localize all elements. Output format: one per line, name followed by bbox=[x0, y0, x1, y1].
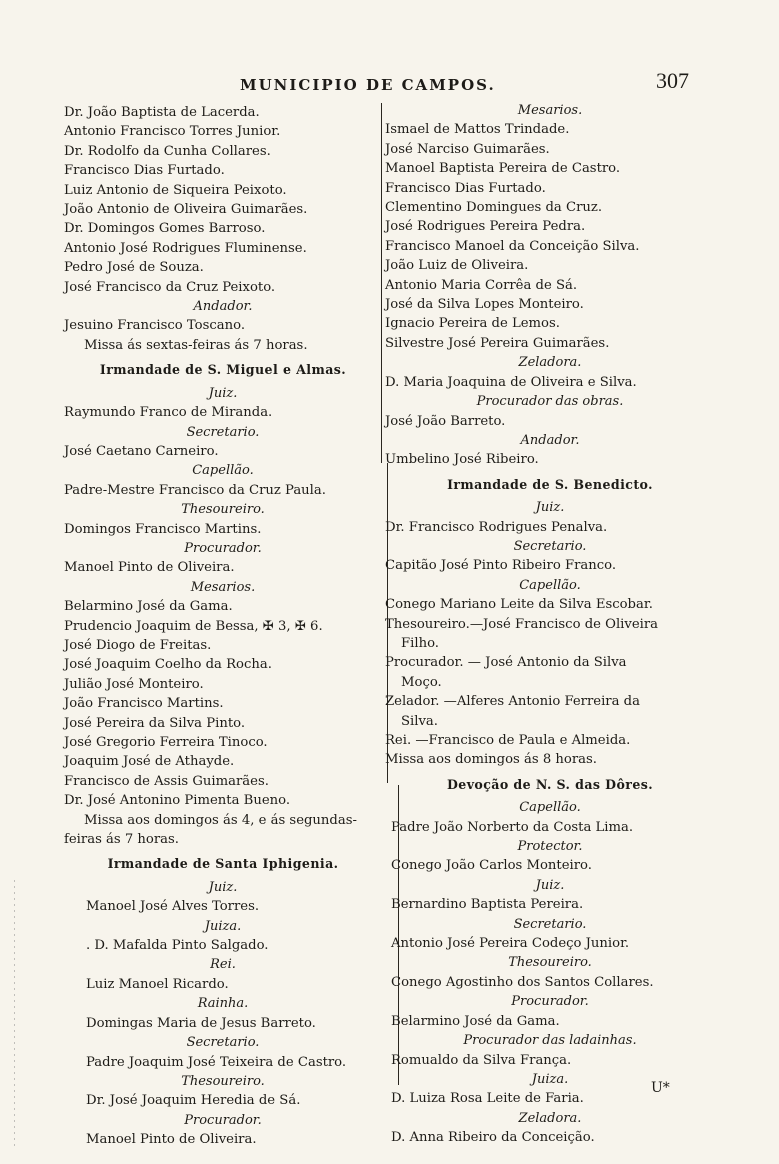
entry-line: Conego Agostinho dos Santos Collares. bbox=[391, 974, 654, 990]
entry-line: feiras ás 7 horas. bbox=[64, 832, 179, 848]
running-title: MUNICIPIO DE CAMPOS. bbox=[240, 76, 496, 94]
office-title: Juiza. bbox=[204, 918, 242, 934]
entry-line: Francisco Dias Furtado. bbox=[64, 163, 225, 179]
entry-line: Antonio Francisco Torres Junior. bbox=[64, 124, 281, 140]
entry-line: Dr. Francisco Rodrigues Penalva. bbox=[385, 519, 608, 535]
office-title: Capellão. bbox=[192, 463, 254, 479]
entry-line: Antonio José Rodrigues Fluminense. bbox=[64, 240, 307, 256]
office-title: Juiz. bbox=[208, 385, 238, 401]
entry-line: João Francisco Martins. bbox=[64, 696, 224, 712]
entry-line: José Rodrigues Pereira Pedra. bbox=[385, 219, 586, 235]
office-title: Mesarios. bbox=[517, 103, 583, 118]
office-title: Juiz. bbox=[208, 879, 238, 895]
right-column bbox=[385, 101, 715, 1148]
entry-line: Dr. Rodolfo da Cunha Collares. bbox=[64, 143, 271, 159]
entry-line: João Luiz de Oliveira. bbox=[385, 258, 529, 274]
entry-line: Padre-Mestre Francisco da Cruz Paula. bbox=[64, 482, 326, 498]
office-title: Andador. bbox=[520, 432, 580, 448]
entry-line: Ignacio Pereira de Lemos. bbox=[385, 316, 560, 332]
entry-line: Antonio José Pereira Codeço Junior. bbox=[391, 936, 630, 952]
entry-line: Padre João Norberto da Costa Lima. bbox=[391, 819, 634, 835]
entry-line: Clementino Domingues da Cruz. bbox=[385, 200, 603, 216]
entry-line: José Caetano Carneiro. bbox=[64, 443, 219, 459]
office-title: Procurador das obras. bbox=[476, 394, 624, 410]
left-column bbox=[64, 103, 382, 1150]
office-title: Procurador. bbox=[184, 540, 262, 556]
entry-line: Padre Joaquim José Teixeira de Castro. bbox=[86, 1054, 347, 1070]
office-title: Procurador das ladainhas. bbox=[463, 1033, 637, 1049]
office-title: Protector. bbox=[517, 839, 583, 855]
entry-line: Dr. João Baptista de Lacerda. bbox=[64, 105, 260, 120]
entry-line: Antonio Maria Corrêa de Sá. bbox=[385, 277, 578, 293]
entry-line: Julião José Monteiro. bbox=[64, 676, 204, 692]
entry-line: Belarmino José da Gama. bbox=[64, 599, 233, 615]
entry-line: D. Anna Ribeiro da Conceição. bbox=[391, 1130, 595, 1146]
office-title: Procurador. bbox=[511, 994, 589, 1010]
entry-line: Missa aos domingos ás 8 horas. bbox=[385, 752, 597, 768]
entry-line: José Francisco da Cruz Peixoto. bbox=[64, 279, 276, 295]
entry-line: Procurador. — José Antonio da Silva bbox=[385, 655, 627, 671]
entry-line: Silvestre José Pereira Guimarães. bbox=[385, 335, 610, 351]
office-title: Rainha. bbox=[197, 996, 249, 1012]
entry-continuation: Filho. bbox=[401, 635, 439, 651]
office-title: Secretario. bbox=[186, 1035, 260, 1051]
office-title: Procurador. bbox=[184, 1112, 262, 1128]
entry-line: José Gregorio Ferreira Tinoco. bbox=[64, 735, 268, 750]
entry-line: José Pereira da Silva Pinto. bbox=[64, 715, 246, 731]
entry-line: João Antonio de Oliveira Guimarães. bbox=[64, 202, 308, 218]
entry-line: Conego João Carlos Monteiro. bbox=[391, 858, 592, 874]
entry-continuation: Silva. bbox=[401, 713, 438, 729]
entry-line: D. Maria Joaquina de Oliveira e Silva. bbox=[385, 374, 637, 390]
entry-line: José Joaquim Coelho da Rocha. bbox=[64, 657, 272, 673]
entry-line: Luiz Manoel Ricardo. bbox=[86, 976, 229, 992]
entry-line: Manoel José Alves Torres. bbox=[86, 899, 260, 915]
entry-line: José Diogo de Freitas. bbox=[64, 637, 212, 653]
office-title: Juiza. bbox=[531, 1071, 569, 1087]
entry-line: Conego Mariano Leite da Silva Escobar. bbox=[385, 597, 653, 613]
entry-line: D. Luiza Rosa Leite de Faria. bbox=[391, 1091, 584, 1107]
entry-line: Dr. José Antonino Pimenta Bueno. bbox=[64, 793, 291, 809]
entry-line: Rei. —Francisco de Paula e Almeida. bbox=[385, 733, 631, 748]
office-title: Zeladora. bbox=[518, 1110, 582, 1126]
entry-line: Francisco Manoel da Conceição Silva. bbox=[385, 238, 640, 254]
entry-line: Dr. José Joaquim Heredia de Sá. bbox=[86, 1093, 301, 1109]
entry-line: Romualdo da Silva França. bbox=[391, 1052, 572, 1068]
office-title: Mesarios. bbox=[190, 579, 256, 595]
entry-line: José João Barreto. bbox=[385, 413, 506, 429]
section-heading: Devoção de N. S. das Dôres. bbox=[446, 776, 654, 792]
entry-line: Prudencio Joaquim de Bessa, ✠ 3, ✠ 6. bbox=[64, 618, 323, 634]
entry-line: Francisco de Assis Guimarães. bbox=[64, 773, 269, 789]
margin-mark bbox=[14, 880, 15, 1150]
entry-line: Ismael de Mattos Trindade. bbox=[385, 122, 570, 138]
entry-continuation: Moço. bbox=[401, 674, 442, 690]
office-title: Secretario. bbox=[513, 538, 587, 554]
column-rule bbox=[381, 103, 382, 463]
office-title: Thesoureiro. bbox=[181, 1073, 265, 1089]
entry-line: Raymundo Franco de Miranda. bbox=[64, 405, 273, 421]
entry-line: Capitão José Pinto Ribeiro Franco. bbox=[385, 558, 617, 574]
page-number: 307 bbox=[656, 68, 689, 93]
page-header bbox=[0, 68, 779, 98]
entry-line: Pedro José de Souza. bbox=[64, 260, 204, 276]
office-title: Thesoureiro. bbox=[508, 955, 592, 971]
section-heading: Irmandade de Santa Iphigenia. bbox=[107, 856, 339, 872]
office-title: Capellão. bbox=[519, 800, 581, 816]
entry-line: Bernardino Baptista Pereira. bbox=[391, 897, 584, 913]
entry-line: Belarmino José da Gama. bbox=[391, 1013, 560, 1029]
entry-line: José Narciso Guimarães. bbox=[385, 141, 550, 157]
signature-mark: U* bbox=[651, 1080, 670, 1096]
entry-line: Domingas Maria de Jesus Barreto. bbox=[86, 1015, 316, 1031]
section-heading: Irmandade de S. Miguel e Almas. bbox=[99, 362, 347, 378]
entry-line: Thesoureiro.—José Francisco de Oliveira bbox=[385, 616, 659, 632]
entry-line: Domingos Francisco Martins. bbox=[64, 521, 262, 537]
mass-note: Missa aos domingos ás 4, e ás segundas- bbox=[84, 812, 357, 828]
entry-line: Francisco Dias Furtado. bbox=[385, 180, 546, 196]
entry-line: Manoel Pinto de Oliveira. bbox=[86, 1132, 257, 1148]
entry-line: Zelador. —Alferes Antonio Ferreira da bbox=[385, 694, 640, 710]
office-title: Juiz. bbox=[535, 877, 565, 893]
entry-line: Luiz Antonio de Siqueira Peixoto. bbox=[64, 182, 287, 198]
mass-note: Missa ás sextas-feiras ás 7 horas. bbox=[84, 337, 308, 353]
office-title: Juiz. bbox=[535, 500, 565, 516]
office-title: Zeladora. bbox=[518, 355, 582, 371]
office-title: Capellão. bbox=[519, 577, 581, 593]
entry-line: Jesuino Francisco Toscano. bbox=[64, 318, 246, 334]
entry-line: Manoel Pinto de Oliveira. bbox=[64, 560, 235, 576]
entry-line: Dr. Domingos Gomes Barroso. bbox=[64, 221, 266, 237]
entry-line: José da Silva Lopes Monteiro. bbox=[385, 297, 584, 313]
entry-line: Manoel Baptista Pereira de Castro. bbox=[385, 161, 621, 177]
office-title: Secretario. bbox=[186, 424, 260, 440]
entry-line: Joaquim José de Athayde. bbox=[64, 754, 235, 770]
entry-line: Umbelino José Ribeiro. bbox=[385, 452, 539, 468]
office-title: Secretario. bbox=[513, 916, 587, 932]
section-heading: Irmandade de S. Benedicto. bbox=[447, 476, 653, 492]
entry-line: . D. Mafalda Pinto Salgado. bbox=[86, 938, 269, 954]
office-title: Rei. bbox=[210, 957, 236, 973]
office-title: Thesoureiro. bbox=[181, 502, 265, 518]
office-title: Andador. bbox=[193, 299, 253, 315]
